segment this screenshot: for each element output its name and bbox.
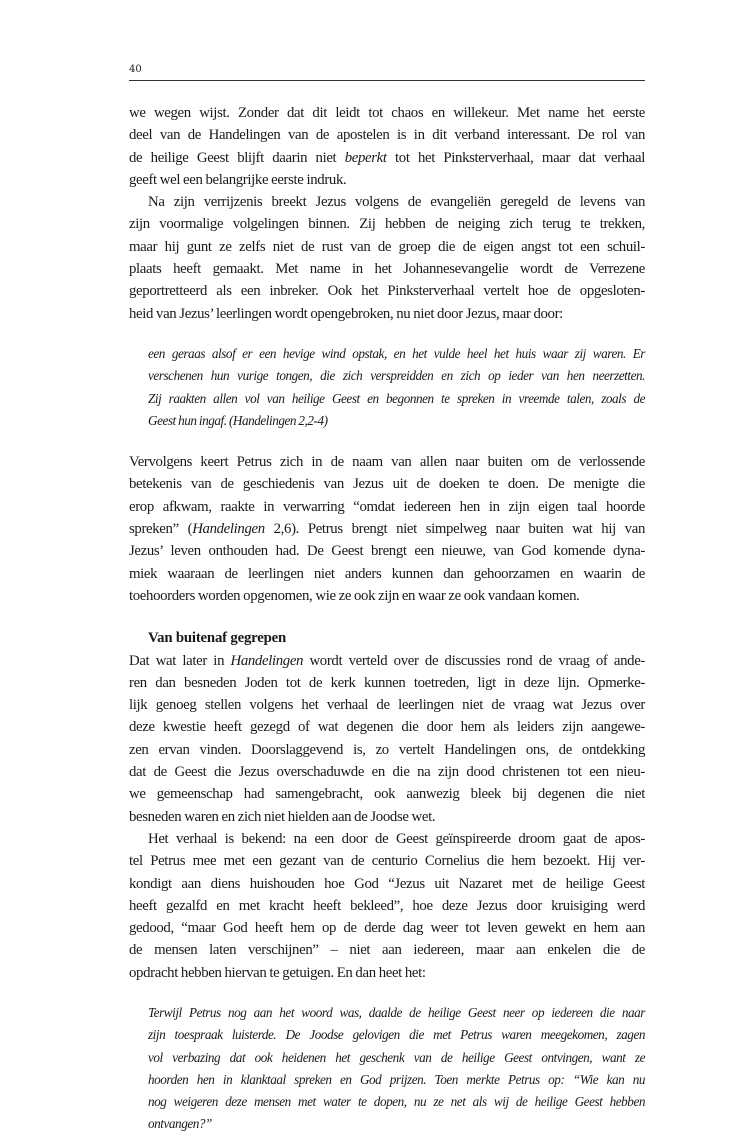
text-line: Na zijn verrijzenis breekt Jezus volgens de evangeliën geregeld de levens van — [148, 194, 645, 211]
quote-line: een geraas alsof er een hevige wind opstak, en het vulde heel het huis waar zij waren. Er — [148, 345, 645, 361]
text-line: deel van de Handelingen van de apostelen is in dit verband interessant. De rol van — [129, 127, 645, 144]
italic-run: Handelingen — [192, 521, 265, 538]
text-run: 2,6). Petrus brengt niet simpelweg naar buiten wat hij van — [264, 521, 645, 538]
paragraph-4 — [129, 650, 645, 828]
text-line: geportretteerd als een inbreker. Ook het Pinksterverhaal vertelt hoe de opgesloten- — [129, 283, 645, 300]
block-quote-1 — [148, 343, 645, 432]
text-run: wordt verteld over de discussies rond de vraag of ande- — [303, 652, 645, 669]
spacer — [129, 984, 645, 1002]
text-line: toehoorders worden opgenomen, wie ze ook zijn en waar ze ook vandaan komen. — [129, 587, 580, 604]
text-line: gedood, “maar God heeft hem op de derde dag weer tot leven gewekt en hem aan — [129, 920, 645, 937]
text-line: betekenis van de geschiedenis van Jezus uit de doeken te doen. De menigte die — [129, 476, 645, 493]
quote-line: Geest hun ingaf. (Handelingen 2,2-4) — [148, 412, 328, 428]
block-quote-2 — [148, 1002, 645, 1136]
quote-line: Zij raakten allen vol van heilige Geest en begonnen te spreken in vreemde talen, zoals de — [148, 390, 645, 406]
text-line: dat de Geest die Jezus overschaduwde en die na zijn dood christenen tot een nieu- — [129, 764, 645, 781]
text-line: zijn voormalige volgelingen binnen. Zij hebben de neiging zich terug te trekken, — [129, 216, 645, 233]
text-line: geeft wel een belangrijke eerste indruk. — [129, 171, 347, 188]
text-line: de mensen laten verschijnen” – niet aan iedereen, maar aan enkelen die de — [129, 942, 645, 959]
text-line — [129, 518, 645, 540]
spacer — [129, 325, 645, 343]
paragraph-3 — [129, 451, 645, 607]
text-line: we gemeenschap had samengebracht, ook aanwezig bleek bij degenen die niet — [129, 786, 645, 803]
text-line: ren dan besneden Joden tot de kerk kunnen toetreden, ligt in deze lijn. Opmerke- — [129, 674, 645, 691]
quote-line: hoorden hen in klanktaal spreken en God prijzen. Toen merkte Petrus op: “Wie kan nu — [148, 1071, 645, 1087]
text-line: Vervolgens keert Petrus zich in de naam van allen naar buiten om de verlossende — [129, 454, 645, 471]
section-heading: Van buitenaf gegrepen — [148, 630, 287, 647]
text-line — [129, 650, 645, 672]
text-line: opdracht hebben hiervan te getuigen. En dan heet het: — [129, 964, 426, 981]
text-line: besneden waren en zich niet hielden aan de Joodse wet. — [129, 808, 436, 825]
text-line: Het verhaal is bekend: na een door de Geest geïnspireerde droom gaat de apos- — [148, 830, 645, 847]
spacer — [129, 607, 645, 627]
text-line: heeft gezalfd en met kracht heeft bekleed”, hoe deze Jezus door kruisiging werd — [129, 897, 645, 914]
page-number: 40 — [129, 64, 142, 75]
page-body — [129, 102, 645, 1136]
text-line: plaats heeft gemaakt. Met name in het Johannesevangelie wordt de Verrezene — [129, 261, 645, 278]
header-rule — [129, 80, 645, 81]
text-run: de heilige Geest blijft daarin niet — [129, 149, 345, 166]
quote-line: ontvangen?” — [148, 1116, 212, 1132]
quote-line: vol verbazing dat ook heidenen het geschenk van de heilige Geest ontvingen, want ze — [148, 1049, 645, 1065]
text-line: tel Petrus mee met een gezant van de centurio Cornelius die hem bezoekt. Hij ver- — [129, 853, 645, 870]
text-line: maar hij gunt ze zelfs niet de rust van de groep die de eigen angst tot een schuil- — [129, 238, 645, 255]
italic-run: Handelingen — [230, 652, 304, 669]
spacer — [129, 432, 645, 451]
text-run: spreken” ( — [129, 521, 193, 538]
text-line: zen ervan vinden. Doorslaggevend is, zo vertelt Handelingen ons, de ontdekking — [129, 741, 645, 758]
quote-line: zijn toespraak luisterde. De Joodse gelovigen die met Petrus waren meegekomen, zagen — [148, 1027, 645, 1043]
text-line: heid van Jezus’ leerlingen wordt opengebroken, nu niet door Jezus, maar door: — [129, 305, 563, 322]
text-line: kondigt aan diens huishouden hoe God “Jezus uit Nazaret met de heilige Geest — [129, 875, 645, 892]
text-line: miek waaraan de leerlingen niet anders kunnen dan gehoorzamen en waarin de — [129, 565, 645, 582]
text-run: Dat wat later in — [129, 652, 231, 669]
text-line — [129, 147, 645, 169]
text-line: deze kwestie heeft gezegd of wat degenen die door hem als leiders zijn aangewe- — [129, 719, 645, 736]
text-line: we wegen wijst. Zonder dat dit leidt tot chaos en willekeur. Met name het eerste — [129, 105, 645, 121]
text-line: erop afkwam, raakte in verwarring “omdat iedereen hen in zijn eigen taal hoorde — [129, 498, 645, 515]
quote-line: verschenen hun vurige tongen, die zich verspreidden en zich op ieder van hen neerzetten. — [148, 368, 645, 384]
italic-run: beperkt — [344, 149, 387, 166]
paragraph-1 — [129, 102, 645, 191]
text-line: lijk genoeg stellen volgens het verhaal de leerlingen niet de vraag wat Jezus over — [129, 697, 645, 714]
paragraph-2 — [129, 191, 645, 325]
paragraph-5 — [129, 828, 645, 984]
text-line: Jezus’ leven onthouden had. De Geest brengt een nieuwe, van God komende dyna- — [129, 543, 645, 560]
text-run: tot het Pinksterverhaal, maar dat verhaal — [386, 149, 645, 166]
quote-line: nog weigeren deze mensen met water te dopen, nu ze net als wij de heilige Geest hebben — [148, 1094, 645, 1110]
quote-line: Terwijl Petrus nog aan het woord was, daalde de heilige Geest neer op iedereen die naar — [148, 1004, 645, 1020]
